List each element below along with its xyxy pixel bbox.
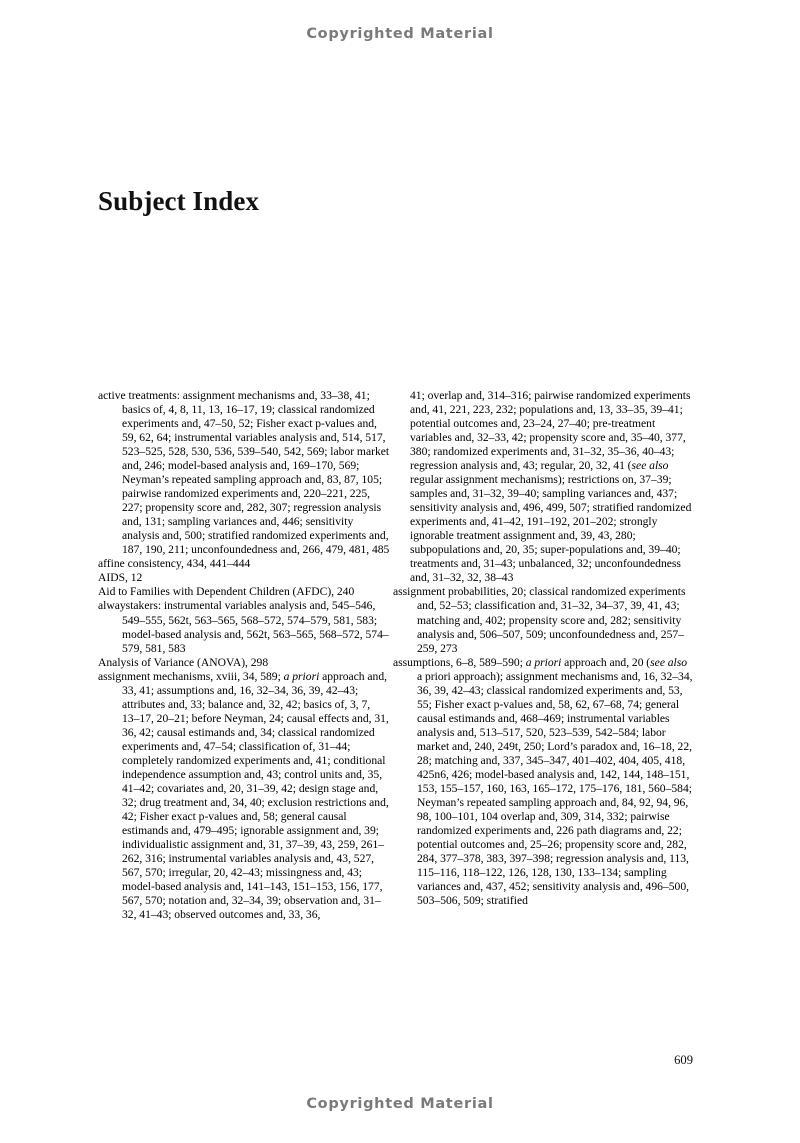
copyright-watermark-top: Copyrighted Material — [306, 26, 494, 42]
page-number: 609 — [674, 1053, 693, 1067]
index-entry: Analysis of Variance (ANOVA), 298 — [98, 655, 269, 669]
index-entry: active treatments: assignment mechanisms and, 33–38, 41; basics of, 4, 8, 11, 13, 16–17, 19; classical randomized experiments and, 47–50, 52; Fisher exact p-values and, 59, 62, 64; instrumental variables analysis and, 514, 517, 523–525, 528, 530, 536, 539–540, 542, 569; labor market and, 246; model-based analysis and, 169–170, 569; Neyman’s repeated sampling approach and, 83, 87, 105; pairwise randomized experiments and, 220–221, 225, 227; propensity score and, 282, 307; regression analysis and, 131; sampling variances and, 446; sensitivity analysis and, 500; stratified randomized experiments and, 187, 190, 211; unconfoundedness and, 266, 479, 481, 485 — [98, 389, 390, 557]
index-entry: affine consistency, 434, 441–444 — [98, 557, 251, 571]
index-entry: AIDS, 12 — [98, 571, 143, 585]
page-title: Subject Index — [98, 186, 260, 217]
index-column-left — [98, 389, 390, 922]
index-entry: assumptions, 6–8, 589–590; a priori approach and, 20 (see also a priori approach); assignment mechanisms and, 16, 32–34, 36, 39, 42–43; classical randomized experiments and, 53, 55; Fisher exact p-values and, 58, 62, 67–68, 74; general causal estimands and, 468–469; instrumental variables analysis and, 513–517, 520, 523–539, 542–584; labor market and, 240, 249t, 250; Lord’s paradox and, 16–18, 22, 28; matching and, 337, 345–347, 401–402, 404, 405, 418, 425n6, 426; model-based analysis and, 142, 144, 148–151, 153, 155–157, 160, 163, 165–172, 175–176, 181, 560–584; Neyman’s repeated sampling approach and, 84, 92, 94, 96, 98, 100–101, 104 overlap and, 309, 314, 332; pairwise randomized experiments and, 226 path diagrams and, 22; potential outcomes and, 25–26; propensity score and, 282, 284, 377–378, 383, 397–398; regression analysis and, 113, 115–116, 118–122, 126, 128, 130, 133–134; sampling variances and, 437, 452; sensitivity analysis and, 496–500, 503–506, 509; stratified — [393, 655, 693, 908]
index-column-right — [393, 389, 693, 908]
index-entry: Aid to Families with Dependent Children (AFDC), 240 — [98, 585, 355, 599]
index-entry: assignment probabilities, 20; classical randomized experiments and, 52–53; classification and, 31–32, 34–37, 39, 41, 43; matching and, 402; propensity score and, 282; sensitivity analysis and, 506–507, 509; unconfoundedness and, 257–259, 273 — [393, 585, 686, 655]
index-entry: alwaystakers: instrumental variables analysis and, 545–546, 549–555, 562t, 563–565, 568–572, 574–579, 581, 583; model-based analysis and, 562t, 563–565, 568–572, 574–579, 581, 583 — [98, 599, 389, 655]
index-entry: 41; overlap and, 314–316; pairwise randomized experiments and, 41, 221, 223, 232; populations and, 13, 33–35, 39–41; potential outcomes and, 23–24, 27–40; pre-treatment variables and, 32–33, 42; propensity score and, 35–40, 377, 380; randomized experiments and, 31–32, 35–36, 40–43; regression analysis and, 43; regular, 20, 32, 41 (see also regular assignment mechanisms); restrictions on, 37–39; samples and, 31–32, 39–40; sampling variances and, 437; sensitivity analysis and, 496, 499, 507; stratified randomized experiments and, 41–42, 191–192, 201–202; strongly ignorable treatment assignment and, 39, 43, 280; subpopulations and, 20, 35; super-populations and, 39–40; treatments and, 31–43; unbalanced, 32; unconfoundedness and, 31–32, 32, 38–43 — [410, 389, 692, 585]
index-entry: assignment mechanisms, xviii, 34, 589; a priori approach and, 33, 41; assumptions and, 16, 32–34, 36, 39, 42–43; attributes and, 33; balance and, 32, 42; basics of, 3, 7, 13–17, 20–21; before Neyman, 24; causal effects and, 31, 36, 42; causal estimands and, 34; classical randomized experiments and, 47–54; classification of, 31–44; completely randomized experiments and, 41; conditional independence assumption and, 43; control units and, 35, 41–42; covariates and, 20, 31–39, 42; design stage and, 32; drug treatment and, 34, 40; exclusion restrictions and, 42; Fisher exact p-values and, 58; general causal estimands and, 479–495; ignorable assignment and, 39; individualistic assignment and, 31, 37–39, 43, 259, 261–262, 316; instrumental variables analysis and, 43, 527, 567, 570; irregular, 20, 42–43; missingness and, 43; model-based analysis and, 141–143, 151–153, 156, 177, 567, 570; notation and, 32–34, 39; observation and, 31–32, 41–43; observed outcomes and, 33, 36, — [98, 669, 389, 922]
index-columns — [0, 389, 800, 1069]
copyright-watermark-bottom: Copyrighted Material — [306, 1096, 494, 1112]
